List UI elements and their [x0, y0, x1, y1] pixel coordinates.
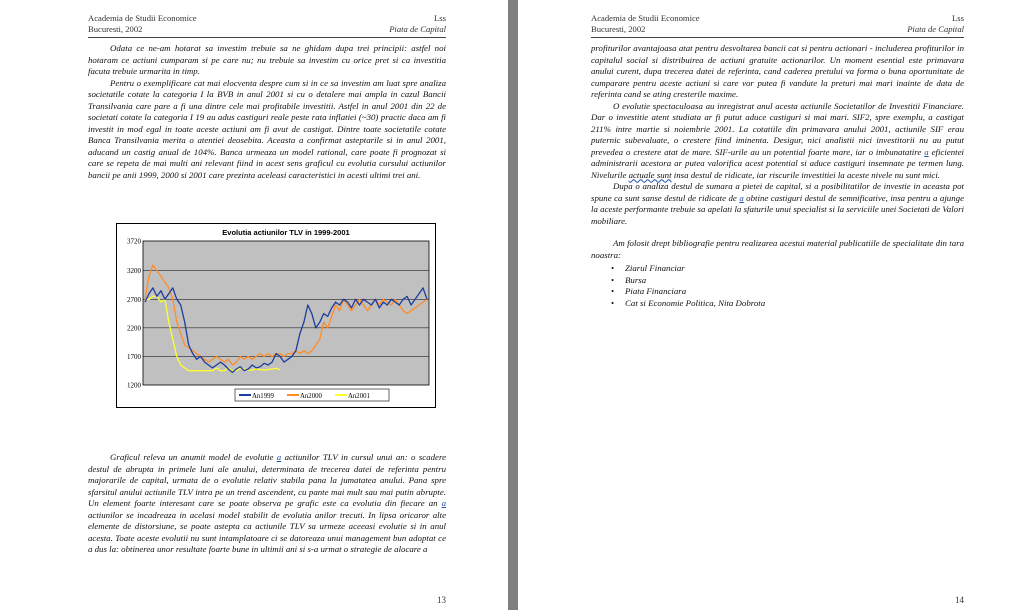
header-institution: Academia de Studii Economice	[88, 13, 197, 23]
header-city-year: Bucuresti, 2002	[88, 23, 143, 34]
legend-label-an2000: An2000	[300, 393, 322, 400]
graph-paragraph	[88, 452, 446, 556]
header-rule	[591, 37, 964, 38]
tlv-chart	[116, 223, 436, 408]
paragraph	[591, 101, 964, 182]
text-span: actiunilor TLV in cursul unui an: o scadere destul de abrupta in primele luni ale anului, determinata de trecerea datei de referinta pentru majorarile de capital, urmata de o evolutie relativ stabila pana la jumatatea anului. Pana spre sfarsitul anului actiunile TLV intra pe un trend ascendent, cu pante mai mult sau mai putin abrupte. Un element foarte interesant care se poate observa pe grafic este ca evolutia din fiecare an	[88, 452, 446, 509]
y-tick-label: 1700	[127, 352, 141, 361]
page-14	[518, 0, 1024, 610]
header-author: Lss	[952, 13, 964, 23]
header-left	[88, 13, 197, 34]
text-block	[591, 43, 964, 309]
text-span: actiunilor se incadreaza in acelasi model stabilit de evolutia anilor trecuti. In lipsa oricaror alte elemente de distorsiune, se poate astepta ca actiunile TLV sa urmeze aceeasi evolutie si in anul acesta. Toate aceste evolutii nu sunt intamplatoare ci se datoreaza unui management bun adoptat ce a dus la: obtinerea unor resultate foarte bune in ultimii ani si s-a urmat o strategie de alocare a	[88, 509, 446, 555]
text-span: eficientei administrarii acestora ar putea valorifica acest potential si aduce castiguri insemnate pe termen lung. Nivelurile	[591, 146, 964, 180]
paragraph	[591, 181, 964, 227]
header-subject: Piata de Capital	[907, 23, 964, 34]
text-block-top	[88, 43, 446, 181]
paragraph: profiturilor avantajoasa atat pentru desvoltarea bancii cat si pentru actionari - includerea profiturilor in capitalul social si distribuirea de actiuni gratuite actionarilor. Un moment esential este primavara anului curent, dupa trecerea datei de referinta, cand caderea pretului va forma o buna oportunitate de cumparare pentru aceste actiuni si care vor putea fi vandute la preturi mai mari inainte de data de referinta cand se ating cresterile maxime.	[591, 43, 964, 100]
bibliography-item: • Ziarul Financiar	[625, 263, 964, 275]
text-span: O evolutie spectaculoasa au inregistrat anul acesta actiunile Societatilor de Investitii Financiare. Dar o investitie atent studiata ar fi putut aduce castiguri si mai mari. SIF2, spre exemplu, a castigat 211% intre martie si noiembrie 2001. La cotatiile din primavara anului 2001, actiunile SIF erau puternic subevaluate, o crestere fiind iminenta. Desigur, nici analistii nici investitorii nu au putut prevedea o crestere atat de mare. SIF-urile au un potential foarte mare, iar o imbunatatire	[591, 100, 964, 157]
page-number: 13	[437, 595, 446, 605]
chart-title: Evolutia actiunilor TLV in 1999-2001	[222, 228, 350, 237]
page-number: 14	[955, 595, 964, 605]
text-span: Dupa o analiza destul de sumara a pietei de capital, si a posibilitatilor de investie in aceasta pot spune ca sunt sanse destul de ridicate de	[591, 181, 964, 203]
spellcheck-marked-text[interactable]: actuale sunt	[628, 169, 672, 180]
y-tick-label: 2700	[127, 295, 141, 304]
bibliography-item: • Cat si Economie Politica, Nita Dobrota	[625, 298, 964, 310]
link-a[interactable]: a	[441, 498, 446, 509]
header-rule	[88, 37, 446, 38]
link-a[interactable]: a	[924, 146, 929, 157]
page-13	[0, 0, 508, 610]
plot-area	[143, 241, 429, 385]
bibliography-item: • Piata Financiara	[625, 286, 964, 298]
header-institution: Academia de Studii Economice	[591, 13, 700, 23]
legend-label-an1999: An1999	[252, 393, 274, 400]
header-right	[389, 13, 446, 34]
header-subject: Piata de Capital	[389, 23, 446, 34]
paragraph: Pentru o exemplificare cat mai elocventa despre cum si in ce sa investim am luat spre analiza societatile cotate la categoria I la BVB in anul 2001 si cu o detalere mai ampla in cazul Bancii Transilvania care pare a fi una dintre cele mai profitabile investitii. Astfel in anul 2001 din 22 de societati cotate la categoria I 19 au adus castiguri reale peste rata inflatiei (~30) practic daca am fi investit in mod egal in toate aceste actiuni am fi avut de castigat. Dintre toate societatile cotate Banca Transilvania merita o atentiei deosebita. Aceasta a confirmat asteptarile si in anul 2001, aducand un castig anual de 104%. Banca urmeaza un model rational, care poate fi prognozat si care se repeta de mai multi ani relevant fiind in acest sens graficul cu evolutia cursului actiunilor bancii pe anii 1999, 2000 si 2001 care prezinta aceleasi caracteristici in acesti ultimi trei ani.	[88, 77, 446, 180]
header-right	[907, 13, 964, 34]
header-city-year: Bucuresti, 2002	[591, 23, 646, 34]
bibliography-item: • Bursa	[625, 275, 964, 287]
paragraph: Odata ce ne-am hotarat sa investim trebuie sa ne ghidam dupa trei principii: astfel noi hotaram ce actiuni cumparam si pe care nu; nu trebuie sa investim cu orice pret si ca investitia facuta trebuie urmarita in timp.	[88, 43, 446, 77]
header-left	[591, 13, 700, 34]
y-tick-label: 2200	[127, 324, 141, 333]
y-tick-label: 1200	[127, 381, 141, 390]
link-a[interactable]: a	[276, 452, 282, 462]
bibliography-intro: Am folosit drept bibliografie pentru realizarea acestui material publicatiile de specialitate din tara noastra:	[591, 238, 964, 260]
text-block-bottom	[88, 452, 446, 556]
link-a[interactable]: a	[739, 192, 744, 203]
bibliography-list	[591, 263, 964, 309]
chart-svg	[117, 224, 435, 407]
text-span: insa destul de ridicate, iar riscurile investitiei la aceste nivele nu sunt mici.	[671, 169, 941, 180]
y-tick-label: 3720	[127, 237, 141, 246]
y-tick-label: 3200	[127, 267, 141, 276]
text-span: obtine castiguri destul de semnificative, insa pentru a ajunge la aceste performante trebuie sa apelati la sfaturile unui specialist si la serviciile unei Societati de Valori mobiliare.	[591, 192, 964, 226]
header-author: Lss	[434, 13, 446, 23]
legend-label-an2001: An2001	[348, 393, 370, 400]
text-span: Graficul releva un anumit model de evolutie	[110, 452, 277, 462]
